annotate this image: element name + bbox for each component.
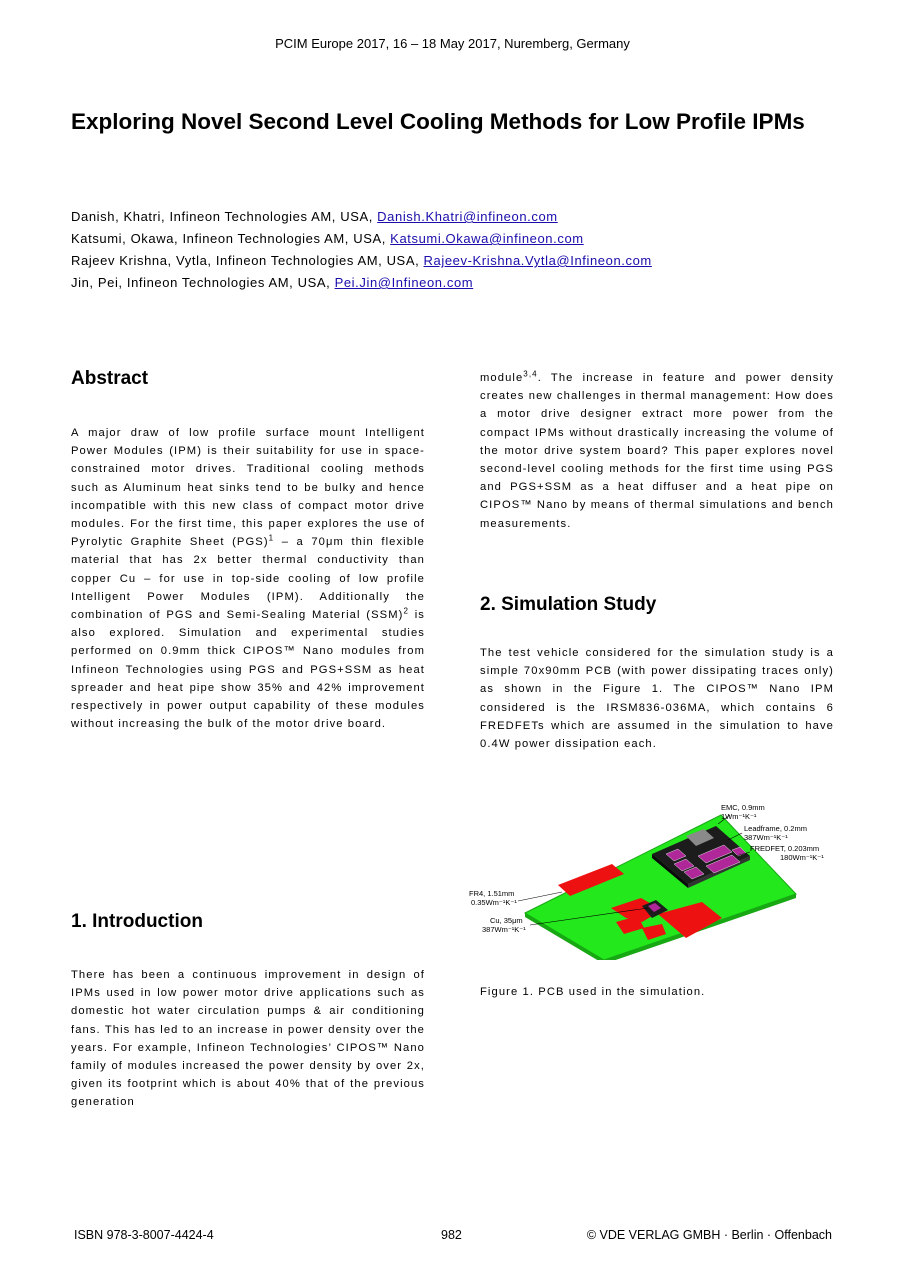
- author-email-link[interactable]: Danish.Khatri@infineon.com: [377, 209, 558, 224]
- emc-label: EMC, 0.9mm: [721, 803, 765, 812]
- introduction-continued-text: module$^{3,4}$. The increase in feature and power density creates new challenges in thermal management: How does a motor drive designer extract more power from the compact IPMs without drastically increasing the volume of the motor drive system board? This paper explores novel second-level cooling methods for the first time using PGS and PGS+SSM as a heat diffuser and a heat pipe on CIPOS™ Nano by means of thermal simulations and bench measurements.: [480, 369, 834, 530]
- pcb-simulation-figure: [466, 800, 846, 960]
- cu-label: Cu, 35μm: [490, 916, 523, 925]
- footer-page-number: 982: [441, 1228, 462, 1242]
- author-email-link[interactable]: Pei.Jin@Infineon.com: [334, 275, 474, 290]
- simulation-text: The test vehicle considered for the simulation study is a simple 70x90mm PCB (with power dissipating traces only) as shown in the Figure 1. The CIPOS™ Nano IPM considered is the IRSM836-036MA, which contains 6 FREDFETs which are assumed in the simulation to have 0.4W power dissipation each.: [480, 647, 834, 751]
- abstract-heading: Abstract: [71, 368, 149, 389]
- footer-publisher: © VDE VERLAG GMBH · Berlin · Offenbach: [586, 1228, 832, 1242]
- author-email-link[interactable]: Katsumi.Okawa@infineon.com: [390, 231, 584, 246]
- fr4-label: FR4, 1.51mm: [469, 889, 515, 898]
- abstract-text: A major draw of low profile surface mount Intelligent Power Modules (IPM) is their suitability for use in space-constrained motor drives. Traditional cooling methods such as Aluminum heat sinks tend to be bulky and hence incompatible with this new class of compact motor drive modules. For the first time, this paper explores the use of Pyrolytic Graphite Sheet (PGS)$^1$ – a 70μm thin flexible material that has 2x better thermal conductivity than copper Cu – for use in top-side cooling of low profile Intelligent Power Modules (IPM). Additionally the combination of PGS and Semi-Sealing Material (SSM)$^2$ is also explored. Simulation and experimental studies performed on 0.9mm thick CIPOS™ Nano modules from Infineon Technologies using PGS and PGS+SSM as heat spreader and heat pipe show 35% and 42% improvement respectively in power output capability of these modules without increasing the bulk of the motor drive board.: [71, 427, 425, 731]
- paper-title: Exploring Novel Second Level Cooling Methods for Low Profile IPMs: [71, 109, 805, 134]
- author-email-link[interactable]: Rajeev-Krishna.Vytla@Infineon.com: [423, 253, 652, 268]
- author-line: Jin, Pei, Infineon Technologies AM, USA, Pei.Jin@Infineon.com: [71, 275, 474, 290]
- cu-conductivity-label: 387Wm⁻¹K⁻¹: [482, 925, 526, 934]
- author-line: Danish, Khatri, Infineon Technologies AM, USA, Danish.Khatri@infineon.com: [71, 209, 558, 224]
- fredfet-label: FREDFET, 0.203mm: [750, 844, 820, 853]
- simulation-heading: 2. Simulation Study: [480, 594, 657, 615]
- introduction-text: There has been a continuous improvement in design of IPMs used in low power motor drive applications such as domestic hot water circulation pumps & air conditioning fans. This has led to an increase in power density over the years. For example, Infineon Technologies’ CIPOS™ Nano family of modules increased the power density by over 2x, given its footprint which is about 40% that of the previous generation: [71, 969, 425, 1109]
- fredfet-conductivity-label: 180Wm⁻¹K⁻¹: [780, 853, 824, 862]
- emc-conductivity-label: 1Wm⁻¹K⁻¹: [721, 812, 757, 821]
- conference-header: PCIM Europe 2017, 16 – 18 May 2017, Nuremberg, Germany: [275, 36, 630, 51]
- figure-caption: Figure 1. PCB used in the simulation.: [480, 986, 706, 998]
- fr4-conductivity-label: 0.35Wm⁻¹K⁻¹: [471, 898, 517, 907]
- author-list: [71, 206, 833, 294]
- author-line: Katsumi, Okawa, Infineon Technologies AM, USA, Katsumi.Okawa@infineon.com: [71, 231, 584, 246]
- author-line: Rajeev Krishna, Vytla, Infineon Technologies AM, USA, Rajeev-Krishna.Vytla@Infineon.com: [71, 253, 652, 268]
- leadframe-conductivity-label: 387Wm⁻¹K⁻¹: [744, 833, 788, 842]
- footer-isbn: ISBN 978-3-8007-4424-4: [74, 1228, 214, 1242]
- leadframe-label: Leadframe, 0.2mm: [744, 824, 807, 833]
- introduction-heading: 1. Introduction: [71, 911, 203, 932]
